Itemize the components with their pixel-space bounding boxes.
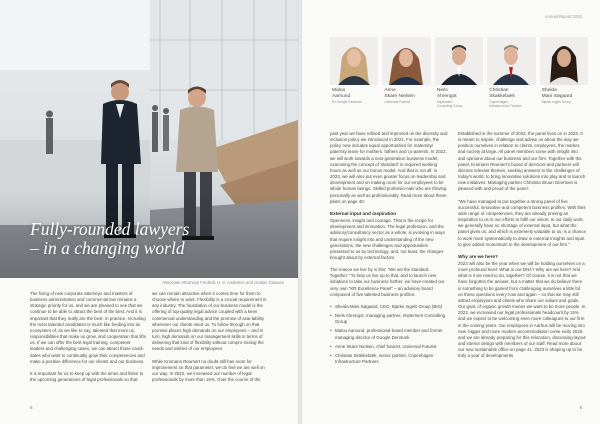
list-item: • Sheida Mani Søgaard, CEO, Bjarke Ingels Group (BIG) [330,304,448,310]
section-heading: External input and inspiration [330,210,397,216]
person-card [540,88,588,108]
paragraph: Openness, insight and courage. That is the recipe for development and innovation. The legal profession, and the advisory/consultancy sector as a whole, is evolving in ways that require insight into and understanding of the new generations, the new challenges and opportunities presented to us by technology, and, not least, the changes brought about by external factors. [330,218,445,260]
list-item: • Anne Skare Nielsen, chief futurist, Universal Futurist [330,344,448,350]
paragraph: It is important for us to keep up with the times and listen to the upcoming generations of legal professionals so that [30,370,144,383]
panel-names [330,88,588,108]
running-head: Annual Report 2022 [544,14,582,19]
person-role: Bjørke Ingels Group [541,100,571,105]
panel-portraits [330,37,588,85]
right-column-2 [458,131,586,365]
right-column-1 [330,131,448,371]
person-role: Universal Futurist [384,100,411,105]
person-name: Christian Skakkebæk [489,88,515,99]
left-column-1 [30,291,146,389]
person-name: Sheida Mani Søgaard [541,88,573,99]
photo-caption: Associate Attorneys Frederik H. S. Andersen and Gustav Clausen [162,280,284,285]
person-card [487,88,535,108]
person-card [330,88,378,108]
portrait-sheida-mani-sogaard [540,37,588,85]
paragraph: 2023 will also be the year when we will be holding ourselves on a more profound level: What is our DNA? Why are we here? And what is it we need to do, together? Of course, it is not that we have forgotten the answer, but a matter that we do believe there is something to be gained from challenging ourselves a little bit on these questions every now and again – so that we may still attract employees and clients who share our values and goals. Our goal, of organic growth means we want to be more people. In 2022, we increased our legal professionals headcount by 15% and we expect to be welcoming even more colleagues to our firm in the coming years. Our employees in Aarhus will be moving into new, bigger and more modern accommodation come early 2025, and we are already preparing for this relocation, discussing layout and interior design with members of our staff. Read more about our new sustainable office on page 41. 2023 is shaping up to be truly a year of developments [458,260,586,359]
left-column-2 [152,291,272,389]
paragraph: The fixing of new corporate attorneys and masters of business administration and commercial law remains a strategic priority for us, and we are pleased to see that we continue to be able to attract the best of the best. And it is important that they really are the best. In practice, recruiting the most talented candidates is much like feeding into an ecosystem of, as we like to say, talented that more us, responsibilities that make us grow, and cooperation that lifts us. If we can offer the best legal training, competent leaders and challenging cases, we can attract those candi-dates who want to continually grow their competencies and make a positive difference for our clients and our business. [30,291,146,364]
list-item: • Christian Skakkebæk, senior partner, Copenhagen Infrastructure Partners [330,353,448,365]
person-role: Copenhagen Infrastructure Partners [489,100,523,109]
person-role: Ex-Google Denmark [332,100,362,105]
portrait-anne-skare-nielsen [382,37,430,85]
page-number-right: 9 [579,405,582,410]
left-page [0,0,298,424]
person-name: Niels Ahrengot [436,88,457,99]
person-name: Malou Aamund [332,88,351,99]
person-card [382,88,430,108]
page-number-left: 8 [30,405,33,410]
person-role: Implement Consulting Group [436,100,463,109]
portrait-niels-ahrengot [435,37,483,85]
headline-line-1: Fully-rounded lawyers [30,219,190,239]
headline-line-2: – in a changing world [30,238,185,258]
portrait-christian-skakkebaek [487,37,535,85]
paragraph: The reason we live by is this: "We set the standard. Together." To help us live up to that, and to launch new initiatives to take our business further, we have created our very own "KR Excellence Panel" – an advisory board composed of five talented business profiles: [330,267,445,297]
headline [30,220,240,258]
quote: "We have managed to put together a strong panel of five successful, innovative and competent business profiles. With their wide range of competencies, they are already proving an inspiration to us in our efforts to fulfil our vision. In our daily work, we generally have no shortage of external input, but what the panel gives us, and which is extremely valuable to us, is a chance to work more systematically to draw in external insights and input to give added momentum to the development of our firm." [458,198,586,247]
person-name: Anne Skare Nielsen [384,88,415,99]
person-card [435,88,483,108]
list-item: • Niels Ahrengot, managing partner, Implement Consulting Group [330,313,448,325]
paragraph: Established in the summer of 2022, the panel lives on in 2023. It is meant to inspire, challenge and advise us about the way we position ourselves in relation to clients, employees, the market, and society at large. All panel members come with insight into and opinions about our business and our firm. Together with the panel, Kromann Reumert's board of directors and partners will discuss relevant themes, seeking answers to the challenges of today's world, to bring innovative solutions into play and to launch new initiatives. Managing partner Christina Bruun Geertsen is pleased with and proud of the panel: [458,131,586,192]
list-item: • Malou Aamund, professional board member and former managing director of Google Denmark [330,328,448,340]
right-page [302,0,600,424]
paragraph: we can remain attractive when it comes time for them to choose where to work. Flexibility is a crucial requirement in any industry. The foundation of our business model is the offering of top-quality legal advice coupled with a keen commercial understanding and the promise of avai-lability whenever our clients need us. To follow through on that promise places high demands on our employees – and in turn, high demands on our management skills in terms of delivering that kind of flexibility without compro-mising the needs and wishes of our employees. [152,291,267,352]
office-photo [0,0,298,278]
paragraph: past year we have refined and improved on the diversity and inclusion policy we introduced in 2021. For example, the policy now includes equal opportunities for maternity/ paternity leave for mothers, fathers and co-parents. In 2022, we will work towards a next-generation business model, examining the concept of 'standard' in required working hours as well as our bonus model. And that is not all: in 2023, we will also put even greater focus on leadership and development and on making room for our employees to be whole human beings. Skilled professio-nals who are thriving personally as well as professionally. Read more about these plans on page 40. [330,131,448,204]
portrait-malou-aamund [330,37,378,85]
paragraph: While Kromann Reumert no doubt still has room for improvement on that parameter, we do feel we are well on our way. In 2022, we increased our number of legal professionals by more than 15%. Over the course of the [152,358,265,383]
panel-member-list [330,304,448,365]
section-heading: Why are we here? [458,253,498,259]
